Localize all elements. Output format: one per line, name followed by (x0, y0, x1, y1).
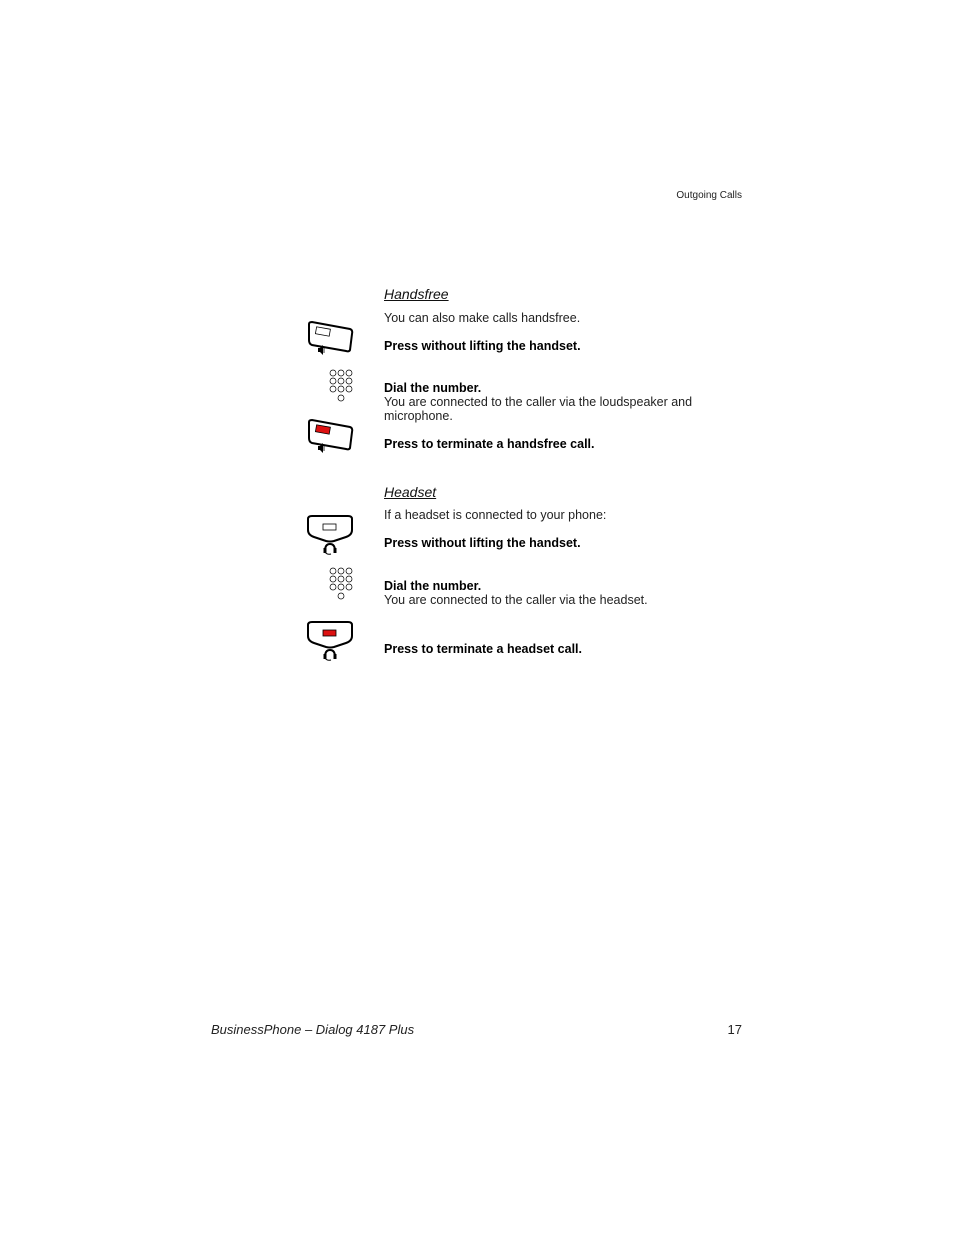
speaker-key-active-icon (306, 418, 356, 456)
handsfree-intro: You can also make calls handsfree. (384, 311, 581, 325)
headset-key-icon (306, 514, 354, 556)
handsfree-step2-line1: You are connected to the caller via the loudspeaker and (384, 395, 693, 409)
handsfree-step2-title: Dial the number. (384, 381, 482, 395)
headset-step2-body: You are connected to the caller via the headset. (384, 593, 648, 607)
headset-step1: Press without lifting the handset. (384, 536, 581, 550)
headset-key-active-icon (306, 620, 354, 662)
headset-step3: Press to terminate a headset call. (384, 642, 583, 656)
section-title-headset: Headset (384, 484, 437, 500)
footer-product-name: BusinessPhone – Dialog 4187 Plus (211, 1022, 415, 1037)
keypad-icon (328, 368, 354, 402)
page-number: 17 (727, 1022, 742, 1037)
handsfree-step2-line2: microphone. (384, 409, 453, 423)
handsfree-step3: Press to terminate a handsfree call. (384, 437, 595, 451)
running-head: Outgoing Calls (676, 190, 742, 201)
headset-intro: If a headset is connected to your phone: (384, 508, 607, 522)
keypad-icon (328, 566, 354, 600)
speaker-key-icon (306, 320, 356, 358)
headset-step2-title: Dial the number. (384, 579, 482, 593)
section-title-handsfree: Handsfree (384, 286, 449, 302)
handsfree-step1: Press without lifting the handset. (384, 339, 581, 353)
